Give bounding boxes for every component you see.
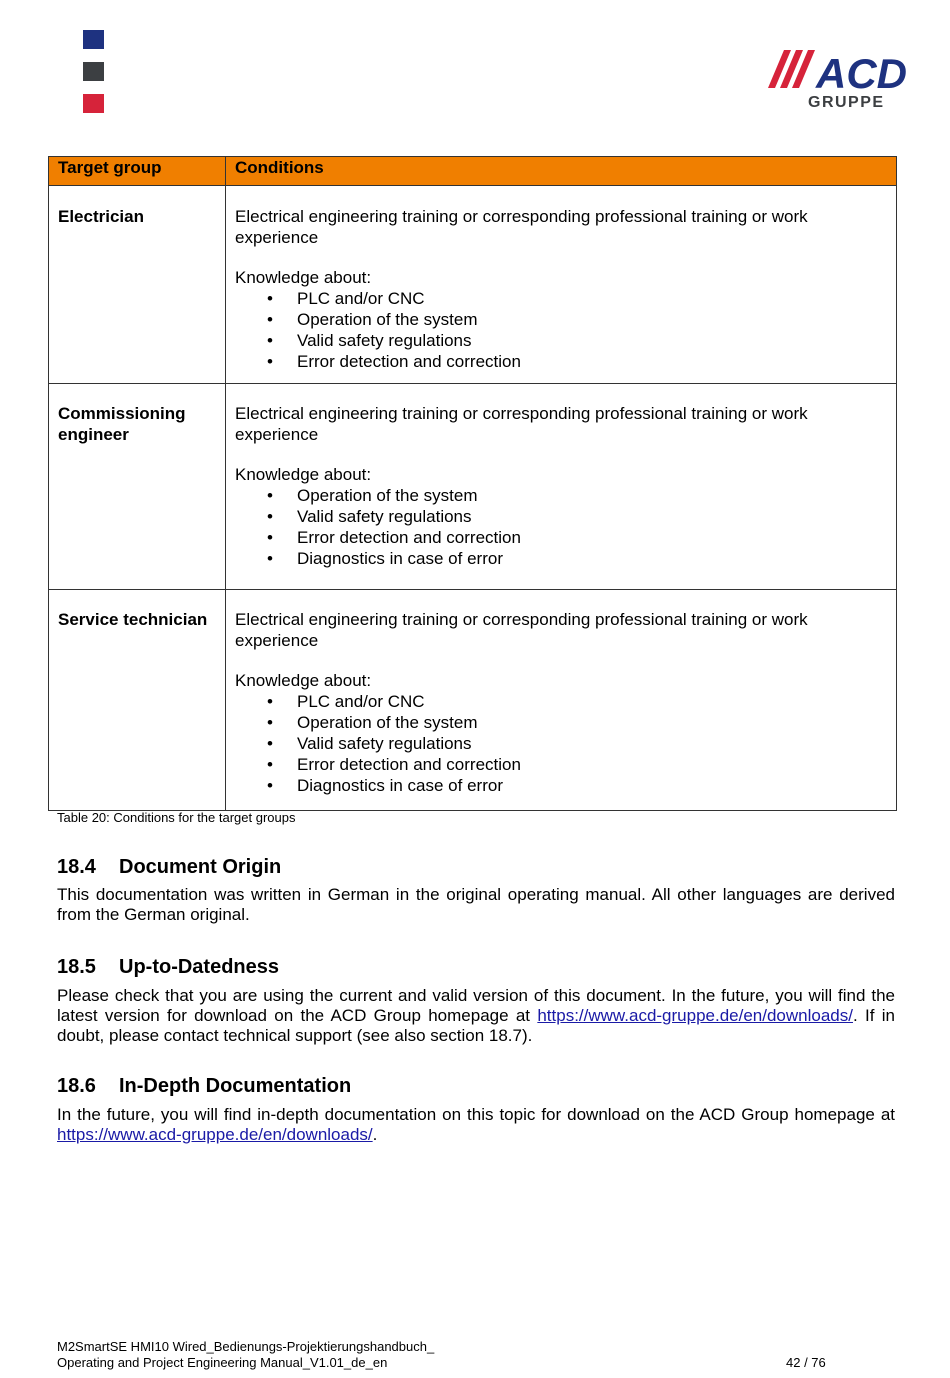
acd-gruppe-logo — [766, 46, 918, 112]
section-text-18-4: This documentation was written in German in the original operating manual. All other languages are derived from the German original. — [57, 885, 895, 924]
list-item: • Valid safety regulations — [235, 506, 887, 527]
list-item: • Operation of the system — [235, 485, 887, 506]
text-fragment: . If in doubt, please contact technical support (see also section 18.7). — [57, 1006, 895, 1045]
list-item: • Error detection and correction — [235, 527, 887, 548]
section-number: 18.6 — [57, 1075, 96, 1097]
section-text-18-6 — [57, 1105, 895, 1145]
table-header-row — [49, 157, 897, 186]
page-footer — [57, 1339, 434, 1371]
group-name: Electrician — [49, 186, 226, 384]
downloads-link[interactable]: https://www.acd-gruppe.de/en/downloads/ — [537, 1006, 853, 1025]
svg-text:GRUPPE: GRUPPE — [808, 94, 885, 111]
page-number: 42 / 76 — [786, 1355, 826, 1370]
knowledge-list — [235, 691, 887, 796]
table-row — [49, 186, 897, 384]
table-row — [49, 384, 897, 590]
list-item: • Valid safety regulations — [235, 733, 887, 754]
list-item: • Error detection and correction — [235, 754, 887, 775]
list-item: • Diagnostics in case of error — [235, 775, 887, 796]
list-item: • Diagnostics in case of error — [235, 548, 887, 569]
section-text-18-5 — [57, 986, 895, 1046]
list-item: • Valid safety regulations — [235, 330, 887, 351]
section-title: Document Origin — [119, 856, 282, 878]
section-title: Up-to-Datedness — [119, 956, 280, 978]
list-item: • Operation of the system — [235, 712, 887, 733]
svg-text:ACD: ACD — [816, 50, 907, 97]
knowledge-list — [235, 485, 887, 569]
section-heading-18-5 — [57, 956, 279, 979]
footer-line-2: Operating and Project Engineering Manual_V1.01_de_en — [57, 1355, 388, 1370]
text-fragment: In the future, you will find in-depth documentation on this topic for download on the ACD Group homepage at — [57, 1105, 895, 1124]
knowledge-list — [235, 288, 887, 372]
section-number: 18.4 — [57, 856, 96, 878]
knowledge-label: Knowledge about: — [235, 465, 372, 484]
table-row — [49, 590, 897, 811]
knowledge-label: Knowledge about: — [235, 671, 372, 690]
list-item: • Error detection and correction — [235, 351, 887, 372]
list-item: • PLC and/or CNC — [235, 691, 887, 712]
training-text: Electrical engineering training or corresponding professional training or work experience — [235, 207, 808, 247]
header-target-group: Target group — [49, 157, 226, 186]
section-number: 18.5 — [57, 956, 96, 978]
conditions-cell — [226, 186, 897, 384]
training-text: Electrical engineering training or corresponding professional training or work experience — [235, 610, 808, 650]
brand-square-blue — [83, 30, 104, 49]
brand-square-gray — [83, 62, 104, 81]
list-item: • PLC and/or CNC — [235, 288, 887, 309]
header-conditions: Conditions — [226, 157, 897, 186]
brand-square-red — [83, 94, 104, 113]
section-heading-18-6 — [57, 1075, 351, 1098]
group-name: Service technician — [49, 590, 226, 811]
list-item: • Operation of the system — [235, 309, 887, 330]
training-text: Electrical engineering training or corresponding professional training or work experience — [235, 404, 808, 444]
conditions-cell — [226, 590, 897, 811]
conditions-cell — [226, 384, 897, 590]
text-fragment: . — [372, 1125, 378, 1144]
footer-line-1: M2SmartSE HMI10 Wired_Bedienungs-Projektierungshandbuch_ — [57, 1339, 435, 1354]
table-caption: Table 20: Conditions for the target groups — [57, 810, 296, 825]
section-heading-18-4 — [57, 856, 281, 879]
section-title: In-Depth Documentation — [119, 1075, 352, 1097]
knowledge-label: Knowledge about: — [235, 268, 372, 287]
text-fragment: Please check that you are using the current and valid version of this document. In the future, you will find the latest version for download on the ACD Group homepage at — [57, 986, 895, 1025]
target-groups-table — [48, 156, 897, 811]
group-name: Commissioning engineer — [49, 384, 226, 590]
downloads-link[interactable]: https://www.acd-gruppe.de/en/downloads/ — [57, 1125, 373, 1144]
